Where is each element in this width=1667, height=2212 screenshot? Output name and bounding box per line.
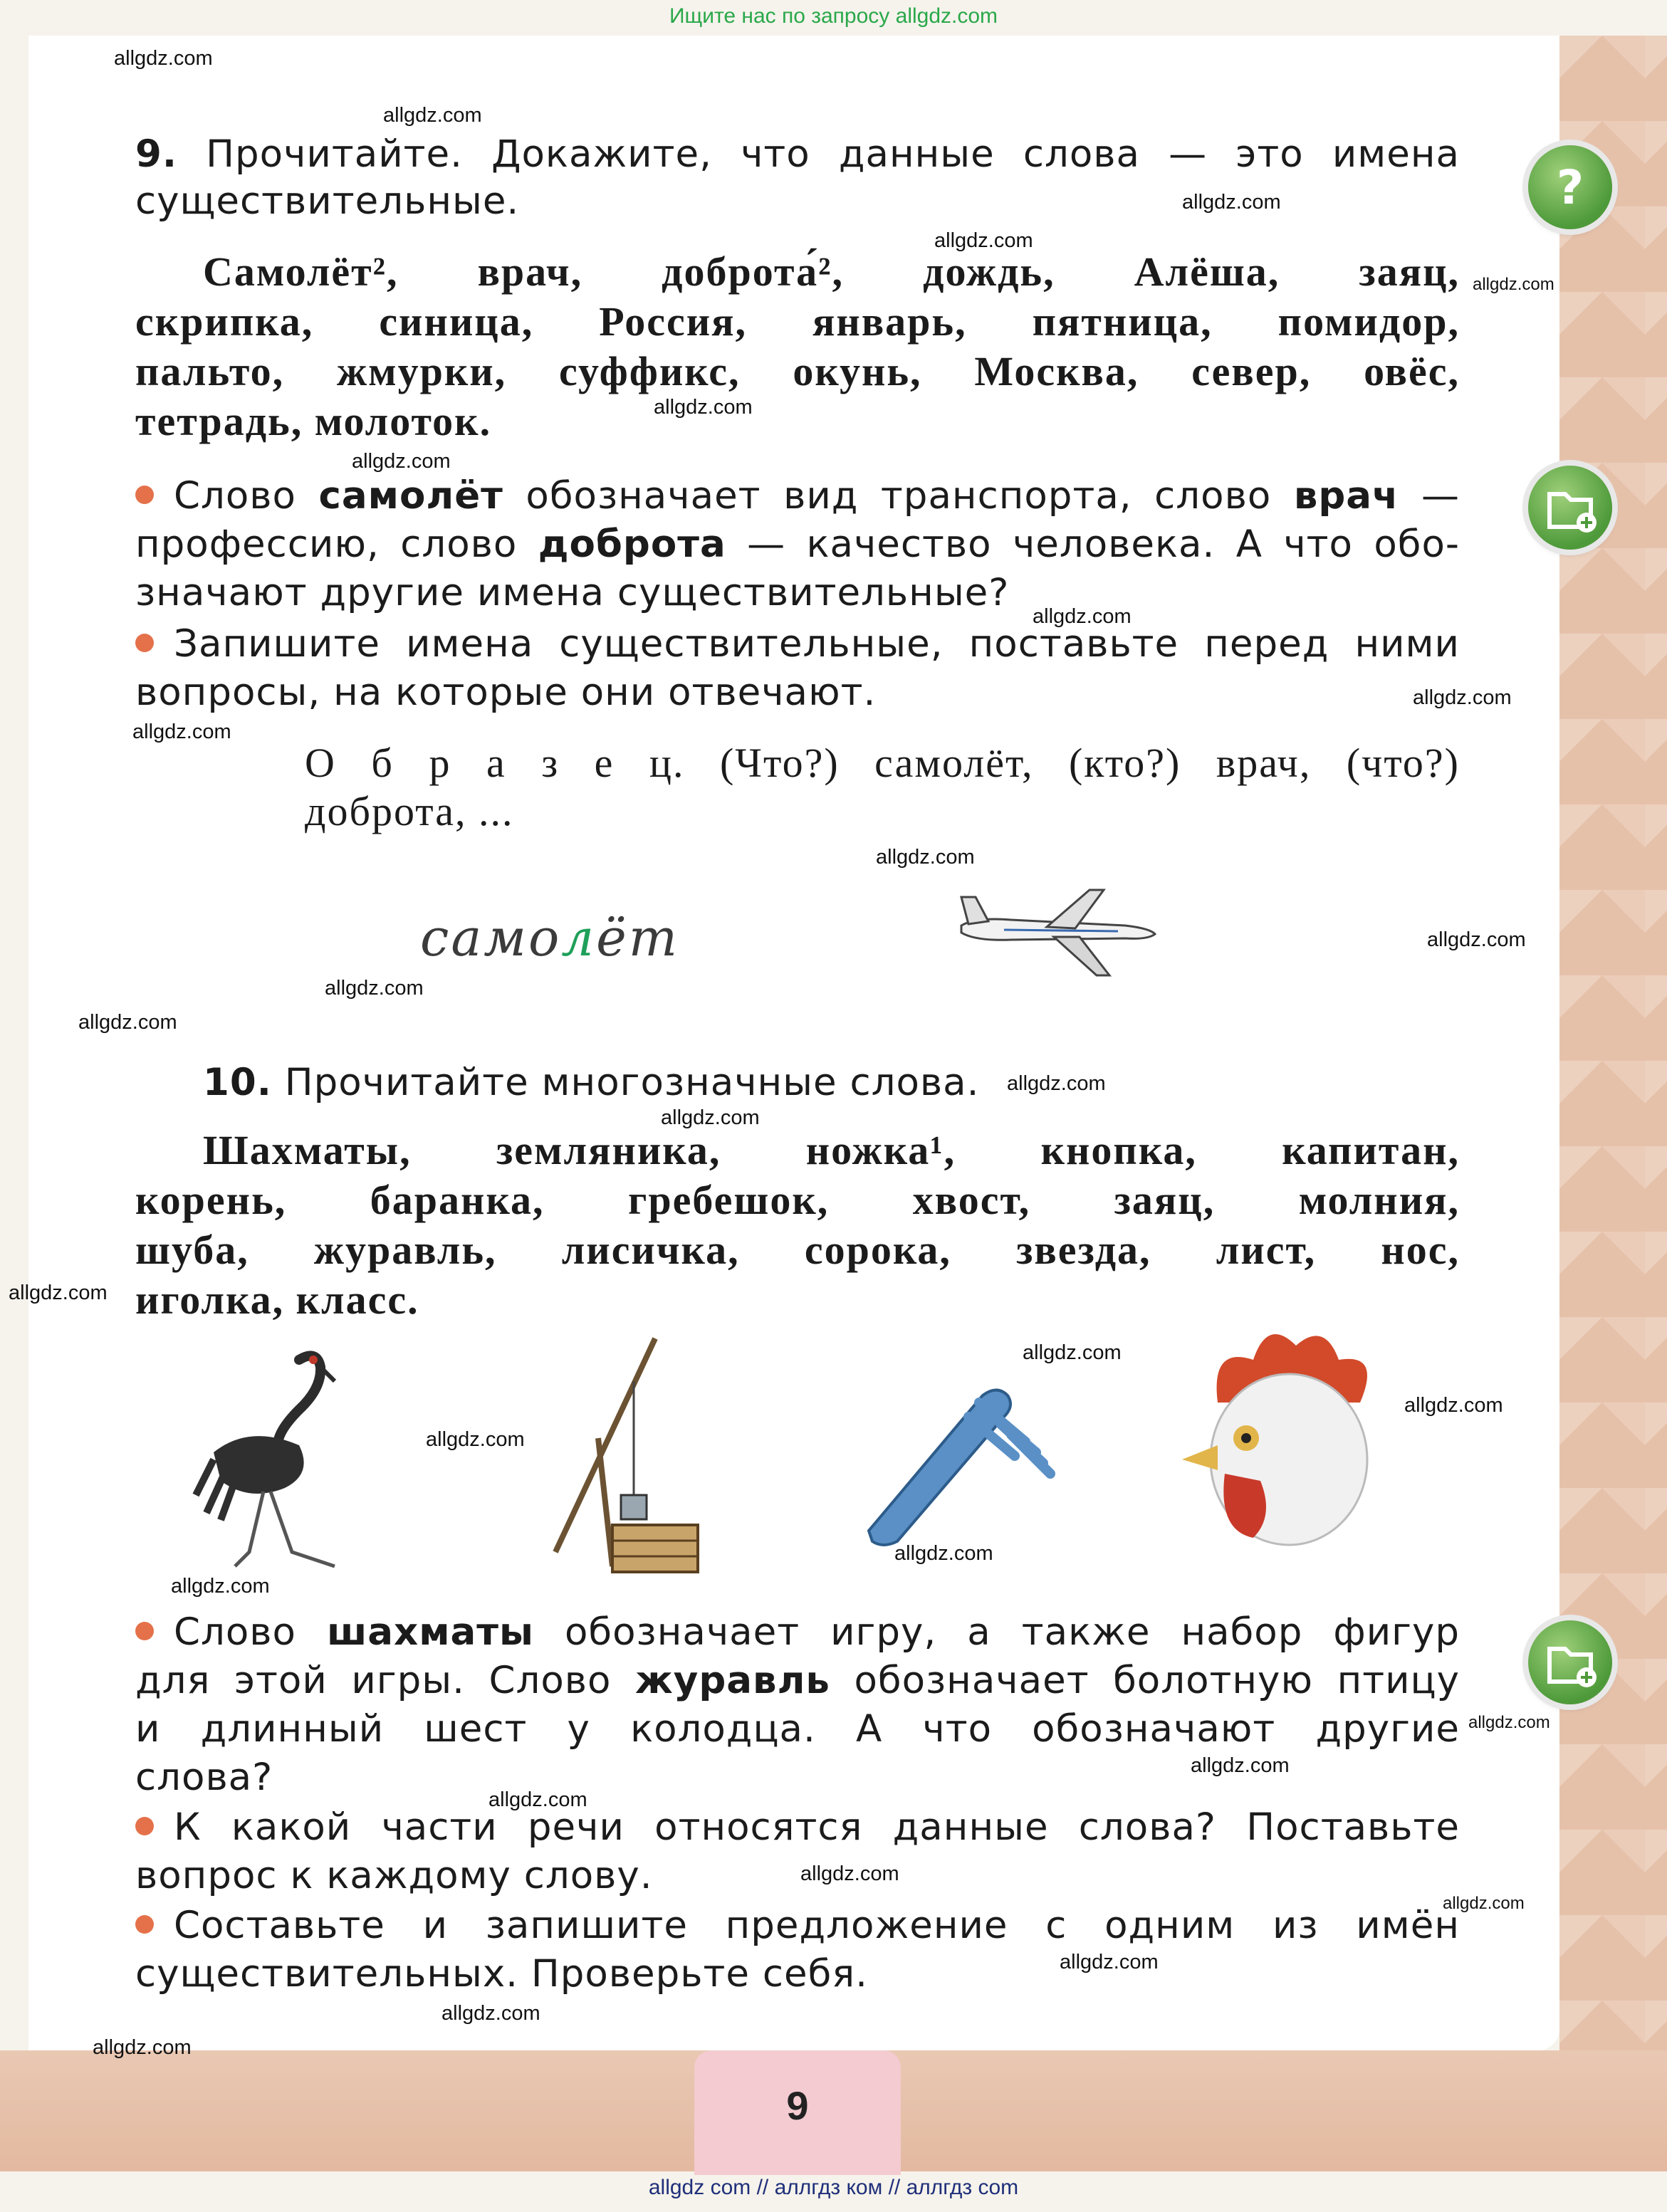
- watermark: allgdz.com: [1182, 191, 1281, 214]
- folder-add-icon[interactable]: [1528, 1620, 1612, 1704]
- text: обозначает вид транспорта, слово: [503, 474, 1294, 518]
- ex9-words-line: Самолёт², врач, доброта́², дождь, Алёша, заяц,: [203, 248, 1460, 295]
- watermark: allgdz.com: [171, 1575, 270, 1598]
- svg-text:?: ?: [1556, 160, 1584, 215]
- ex10-task3-line: существительных. Проверьте себя.: [135, 1952, 869, 1996]
- text: —: [1399, 474, 1460, 518]
- watermark: allgdz.com: [894, 1542, 993, 1565]
- watermark: allgdz.com: [1404, 1394, 1503, 1417]
- bullet-icon: [135, 634, 154, 652]
- watermark: allgdz.com: [1427, 928, 1526, 951]
- ex10-words-line: Шахматы, земляника, ножка¹, кнопка, капитан,: [203, 1127, 1460, 1173]
- text: Составьте и запишите предложение с одним из имён: [174, 1904, 1460, 1947]
- bullet-icon: [135, 1817, 154, 1835]
- watermark: allgdz.com: [383, 104, 482, 127]
- text: — качество человека. А что обо-: [726, 523, 1460, 566]
- handwritten-word: [420, 908, 679, 968]
- ex9-words-line: скрипка, синица, Россия, январь, пятница, помидор,: [135, 298, 1460, 345]
- ex9-instruction-line: существительные.: [135, 179, 520, 223]
- ex9-task2-line: вопросы, на которые они отвечают.: [135, 671, 877, 714]
- text: Запишите имена существительные, поставьте перед ними: [174, 622, 1460, 666]
- watermark: allgdz.com: [1413, 686, 1512, 709]
- ex10-task2-line: [135, 1805, 1460, 1849]
- watermark: allgdz.com: [114, 47, 213, 70]
- script-part: ёт: [596, 908, 680, 968]
- folder-add-icon[interactable]: [1528, 466, 1612, 550]
- watermark: allgdz.com: [1007, 1072, 1106, 1095]
- ex9-instruction-text: Прочитайте. Докажите, что данные слова — это имена: [206, 132, 1460, 176]
- watermark: allgdz.com: [132, 720, 231, 743]
- bullet-icon: [135, 1915, 154, 1934]
- bottom-banner[interactable]: allgdz com // аллгдз ком // аллгдз com: [648, 2176, 1019, 2199]
- watermark: allgdz.com: [78, 1011, 177, 1034]
- comb-icon: [855, 1374, 1068, 1545]
- decorative-strip: [1556, 36, 1667, 2100]
- highlighted-word: самолёт: [318, 474, 503, 518]
- watermark: allgdz.com: [1473, 275, 1554, 294]
- watermark: allgdz.com: [488, 1788, 587, 1811]
- ex10-instruction-line: [203, 1061, 1527, 1104]
- ex9-task2-line: [135, 622, 1460, 666]
- highlighted-word: врач: [1293, 474, 1399, 518]
- text: для этой игры. Слово: [135, 1659, 636, 1702]
- ex9-words-line: тетрадь, молоток.: [135, 398, 492, 444]
- watermark: allgdz.com: [1191, 1754, 1290, 1777]
- ex9-instruction-line: [135, 132, 1460, 176]
- ex10-task1-line: и длинный шест у колодца. А что обозначают другие: [135, 1707, 1460, 1751]
- rooster-icon: [1175, 1317, 1410, 1552]
- watermark: allgdz.com: [426, 1428, 525, 1451]
- ex10-task1-line: слова?: [135, 1756, 273, 1799]
- help-icon[interactable]: [1528, 145, 1612, 229]
- watermark: allgdz.com: [325, 977, 424, 1000]
- ex10-words-line: корень, баранка, гребешок, хвост, заяц, молния,: [135, 1177, 1460, 1223]
- text: обозначает болотную птицу: [830, 1659, 1460, 1702]
- text: Слово: [174, 1610, 327, 1654]
- ex10-task1-line: [135, 1659, 1460, 1702]
- ex9-task1-line: значают другие имена существительные?: [135, 571, 1010, 614]
- watermark: allgdz.com: [1023, 1341, 1122, 1364]
- watermark: allgdz.com: [9, 1281, 108, 1304]
- text: обозначает игру, а также набор фигур: [533, 1610, 1460, 1654]
- watermark: allgdz.com: [93, 2036, 192, 2059]
- ex10-number: 10.: [203, 1061, 272, 1104]
- watermark: allgdz.com: [1033, 605, 1132, 628]
- ex9-number: 9.: [135, 132, 178, 176]
- watermark: allgdz.com: [876, 846, 975, 869]
- script-part-highlight: л: [561, 908, 597, 968]
- bullet-icon: [135, 486, 154, 504]
- ex9-task1-line: [135, 474, 1460, 518]
- ex10-words-line: шуба, журавль, лисичка, сорока, звезда, лист, нос,: [135, 1227, 1460, 1273]
- ex9-task1-line: [135, 523, 1460, 566]
- watermark: allgdz.com: [1468, 1713, 1550, 1732]
- ex9-words-line: пальто, жмурки, суффикс, окунь, Москва, север, овёс,: [135, 348, 1460, 394]
- ex10-task2-line: вопрос к каждому слову.: [135, 1854, 653, 1897]
- ex10-words-line: иголка, класс.: [135, 1277, 419, 1323]
- watermark: allgdz.com: [1443, 1894, 1525, 1913]
- ex10-instruction-text: Прочитайте многозначные слова.: [284, 1061, 980, 1104]
- text: Слово: [174, 474, 319, 518]
- highlighted-word: журавль: [635, 1659, 830, 1702]
- script-part: само: [420, 908, 562, 968]
- page-number: 9: [786, 2083, 809, 2128]
- watermark: allgdz.com: [934, 229, 1033, 252]
- watermark: allgdz.com: [441, 2002, 540, 2025]
- highlighted-word: доброта: [538, 523, 726, 566]
- bullet-icon: [135, 1622, 154, 1640]
- watermark: allgdz.com: [352, 450, 451, 473]
- watermark: allgdz.com: [661, 1106, 760, 1129]
- text: профессию, слово: [135, 523, 538, 566]
- ex10-task3-line: [135, 1904, 1460, 1947]
- ex9-sample-line: О б р а з е ц. (Что?) самолёт, (кто?) врач, (что?): [305, 740, 1460, 786]
- ex9-sample-line: доброта, ...: [305, 788, 514, 834]
- well-sweep-icon: [527, 1338, 712, 1573]
- ex10-task1-line: [135, 1610, 1460, 1654]
- text: К какой части речи относятся данные слова? Поставьте: [174, 1805, 1460, 1849]
- watermark: allgdz.com: [1060, 1951, 1159, 1973]
- crane-bird-icon: [192, 1338, 342, 1573]
- highlighted-word: шахматы: [326, 1610, 534, 1654]
- watermark: allgdz.com: [800, 1862, 899, 1885]
- watermark: allgdz.com: [654, 396, 753, 419]
- airplane-icon: [954, 876, 1161, 982]
- top-banner[interactable]: Ищите нас по запросу allgdz.com: [669, 4, 998, 28]
